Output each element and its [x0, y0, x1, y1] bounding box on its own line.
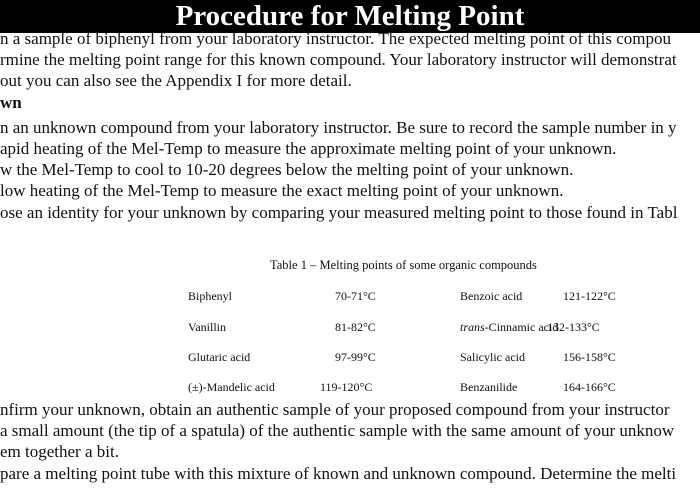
text-line-1: n a sample of biphenyl from your laboratory instructor. The expected melting point of this compou	[0, 29, 672, 48]
table-cell-compound: Vanillin	[188, 320, 226, 334]
text-line-11: em together a bit.	[0, 442, 119, 461]
page-title: Procedure for Melting Point	[175, 0, 525, 32]
text-line-8: ose an identity for your unknown by comparing your measured melting point to those found in Tabl	[0, 203, 678, 222]
table-cell-compound: (±)-Mandelic acid	[188, 380, 275, 394]
table-cell-mp: 164-166°C	[563, 380, 616, 394]
table-cell-mp: 97-99°C	[335, 350, 376, 364]
table-caption: Table 1 – Melting points of some organic compounds	[270, 258, 537, 272]
table-cell-compound: Biphenyl	[188, 289, 232, 303]
table-cell-mp: 81-82°C	[335, 320, 376, 334]
text-line-2: rmine the melting point range for this known compound. Your laboratory instructor will demonstrat	[0, 50, 677, 69]
trans-prefix: trans	[460, 320, 485, 334]
table-cell-compound: Benzoic acid	[460, 289, 523, 303]
compound-name-rest: -Cinnamic acid	[484, 320, 559, 334]
text-line-9: nfirm your unknown, obtain an authentic sample of your proposed compound from your instructor	[0, 400, 670, 419]
section-heading: wn	[0, 93, 22, 112]
table-cell-compound	[460, 320, 558, 335]
text-line-4: n an unknown compound from your laboratory instructor. Be sure to record the sample number in y	[0, 118, 677, 137]
table-cell-mp: 132-133°C	[547, 320, 600, 334]
table-cell-mp: 119-120°C	[320, 380, 373, 394]
text-line-7: low heating of the Mel-Temp to measure the exact melting point of your unknown.	[0, 181, 564, 200]
table-cell-compound: Glutaric acid	[188, 350, 251, 364]
table-cell-compound: Benzanilide	[460, 380, 518, 394]
text-line-5: apid heating of the Mel-Temp to measure the approximate melting point of your unknown.	[0, 139, 617, 158]
table-cell-compound: Salicylic acid	[460, 350, 525, 364]
table-cell-mp: 156-158°C	[563, 350, 616, 364]
text-line-6: w the Mel-Temp to cool to 10-20 degrees below the melting point of your unknown.	[0, 160, 574, 179]
table-cell-mp: 121-122°C	[563, 289, 616, 303]
table-cell-mp: 70-71°C	[335, 289, 376, 303]
text-line-10: a small amount (the tip of a spatula) of the authentic sample with the same amount of your unknow	[0, 421, 675, 440]
text-line-12: pare a melting point tube with this mixture of known and unknown compound. Determine the melti	[0, 464, 677, 483]
text-line-3: out you can also see the Appendix I for more detail.	[0, 71, 352, 90]
